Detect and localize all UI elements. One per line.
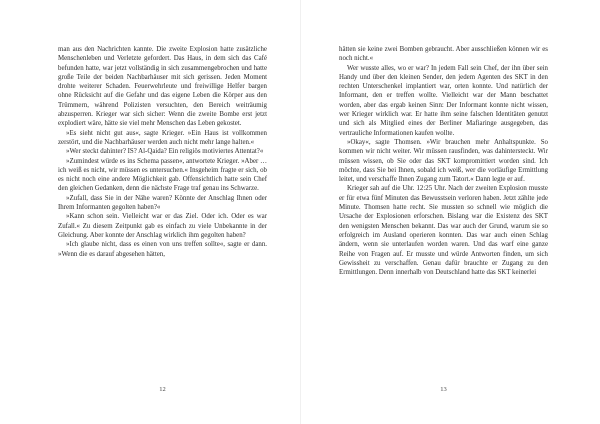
page-number: 13 [440, 386, 447, 393]
page-number: 12 [159, 386, 166, 393]
paragraph: »Okay«, sagte Thomsen. »Wir brauchen mehr Anhaltspunkte. So kommen wir nicht weiter. Wir müssen rausfinden, was dahintersteckt. Wir müssen wissen, ob Sie oder das SKT kompromittiert worden sind. Ich möchte, dass Sie bei Ihnen, sobald ich weiß, wer die vorläufige Ermittlung leitet, und verschaffe Ihnen Zugang zum Tatort.« Dann legte er auf. [339, 138, 548, 184]
right-page-text [339, 45, 548, 277]
paragraph: »Ich glaube nicht, dass es einen von uns treffen sollte«, sagte er dann. »Wenn die es darauf abgesehen hätten, [58, 241, 267, 258]
right-page [300, 0, 600, 424]
paragraph: »Wer steckt dahinter? IS? Al-Qaida? Ein religiös motiviertes Attentat?« [66, 148, 264, 156]
paragraph: »Kann schon sein. Vielleicht war er das Ziel. Oder ich. Oder es war Zufall.« Zu diesem Zeitpunkt gab es einfach zu viele Unbekannte in der Gleichung. Aber konnte der Anschlag wirklich ihm gegolten haben? [58, 213, 267, 239]
paragraph: hätten sie keine zwei Bomben gebraucht. Aber ausschließen können wir es noch nicht.« [339, 46, 548, 63]
paragraph: »Zufall, dass Sie in der Nähe waren? Könnte der Anschlag Ihnen oder Ihrem Informanten gegolten haben?« [58, 194, 267, 212]
paragraph: Krieger sah auf die Uhr. 12:25 Uhr. Nach der zweiten Explosion musste er für etwa fünf Minuten das Bewusstsein verloren haben. Jetzt zählte jede Minute. Thomsen hatte recht. Sie mussten so schnell wie möglich die Ursache der Explosionen erforschen. Bislang war die Existenz des SKT den wenigsten Menschen bekannt. Das war auch der Grund, warum sie so erfolgreich im Ausland operieren konnten. Das war auch einen Schlag ändern, wenn sie unterlaufen worden waren. Und das warf eine ganze Reihe von Fragen auf. Er musste und würde Antworten finden, um sich Gewissheit zu verschaffen. Genau dafür brauchte er Zugang zu den Ermittlungen. Denn innerhalb von Deutschland hatte das SKT keinerlei [339, 185, 548, 277]
paragraph: Wer wusste alles, wo er war? In jedem Fall sein Chef, der ihn über sein Handy und über den kleinen Sender, den jedem Agenten des SKT in den rechten Unterschenkel implantiert war, orten konnte. Und natürlich der Informant, den er treffen wollte. Vielleicht war der Mann beschattet worden, aber das ergab keinen Sinn: Der Informant konnte nicht wissen, wer Krieger wirklich war. Er hatte ihm seine falschen Identitäten genutzt und sich als Mitglied eines der Berliner Mafiaringe ausgegeben, das vertrauliche Informationen kaufen wollte. [339, 64, 548, 137]
left-page-text [58, 45, 267, 259]
paragraph: »Es sieht nicht gut aus«, sagte Krieger. »Ein Haus ist vollkommen zerstört, und die Nachbarhäuser werden auch nicht mehr lange halten.« [58, 129, 267, 146]
paragraph: »Zumindest würde es ins Schema passen«, antwortete Krieger. »Aber … ich weiß es nicht, wir müssen es untersuchen.« Insgeheim fragte er sich, ob es nicht noch eine andere Möglichkeit gab. Offensichtlich hatte sein Chef den gleichen Gedanken, denn die nächste Frage traf genau ins Schwarze. [58, 157, 267, 193]
paragraph: man aus den Nachrichten kannte. Die zweite Explosion hatte zusätzliche Menschenleben und Verletzte gefordert. Das Haus, in dem sich das Café befunden hatte, war jetzt vollständig in sich zusammengebrochen und hatte große Teile der beiden Nachbarhäuser mit sich gerissen. Jeden Moment drohte weiterer Schaden. Feuerwehrleute und freiwillige Helfer bargen ohne Rücksicht auf die Gefahr und das eigene Leben die Körper aus den Trümmern, während Polizisten versuchten, den Bereich weiträumig abzusperren. Krieger war sich sicher: Wenn die zweite Bombe erst jetzt explodiert wäre, hätte sie viel mehr Menschen das Leben gekostet. [58, 46, 267, 128]
